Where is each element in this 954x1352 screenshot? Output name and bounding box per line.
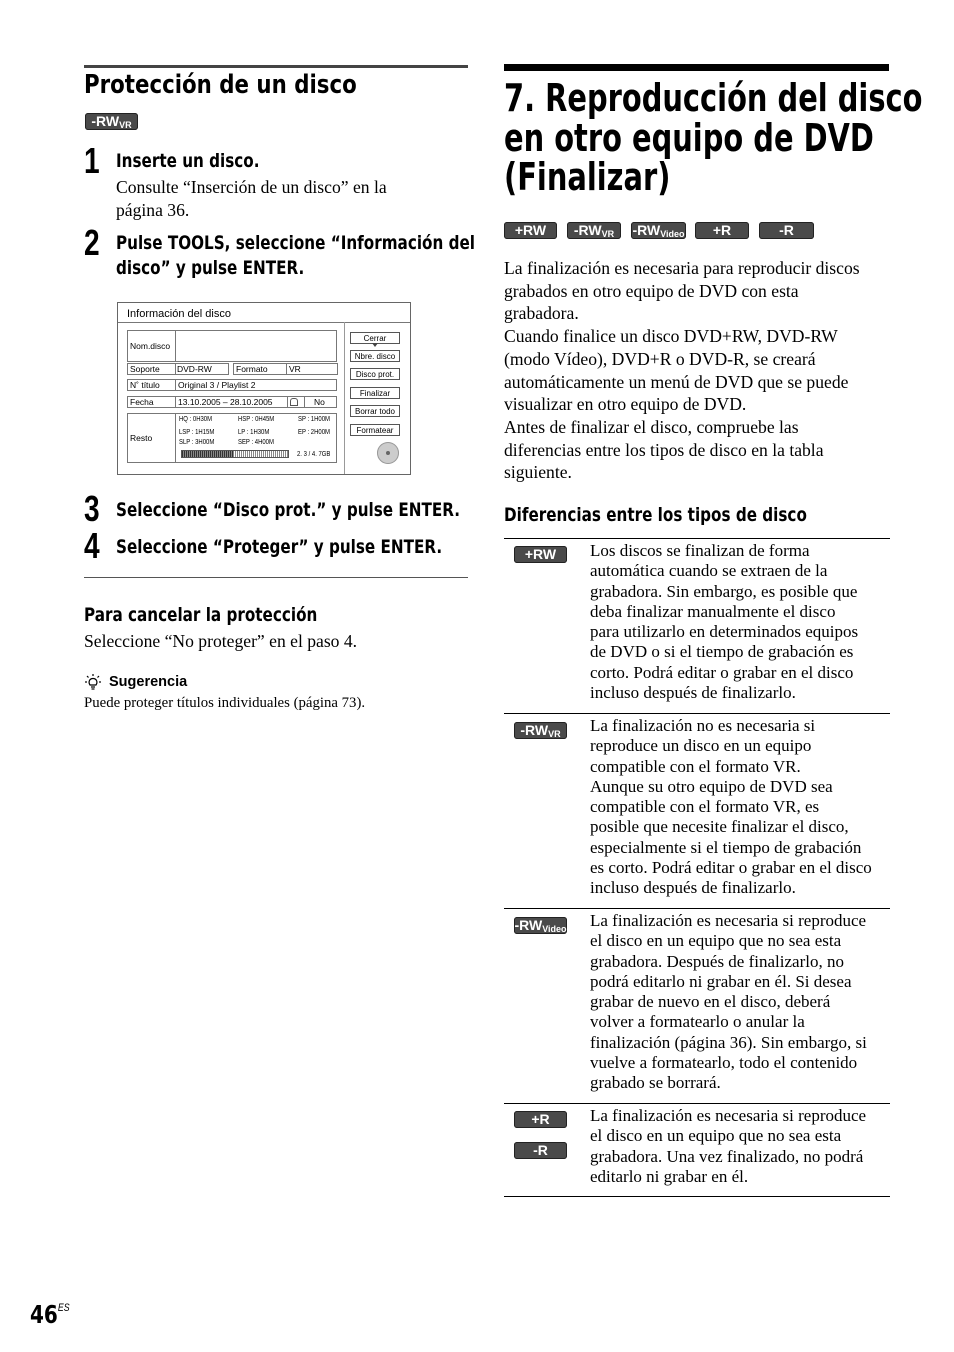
- resto-field: Resto: [127, 413, 337, 463]
- resto-hq: HQ : 0H30M: [179, 416, 213, 423]
- step-1-body: Consulte “Inserción de un disco” en la página 36.: [116, 177, 387, 220]
- badge-minus-r: -R: [759, 222, 814, 239]
- lock-icon: [290, 398, 298, 406]
- chapter-top-rule: [504, 64, 889, 71]
- row4-text: La finalización es necesaria si reproduce el disco en un equipo que no sea esta grabadora. Una vez finalizado, no podrá editarlo ni grabar en él.: [590, 1106, 867, 1186]
- cancel-body: Seleccione “No proteger” en el paso 4.: [84, 631, 358, 651]
- section-title: Protección de un disco: [84, 70, 357, 100]
- chapter-title-line2: en otro equipo de DVD: [504, 116, 874, 160]
- resto-slp: SLP : 3H00M: [179, 439, 215, 446]
- section-top-rule: [84, 65, 468, 68]
- resto-ep: EP : 2H00M: [298, 429, 330, 436]
- row4-badge-minus-r: -R: [514, 1142, 567, 1159]
- lightbulb-icon: [84, 673, 102, 691]
- row1-text: Los discos se finalizan de forma automática cuando se extraen de la grabadora. Sin embargo, es posible que deba finalizar manualmente el disco para utilizarlo en determinados equipos de DVD o si el tiempo de grabación es corto. Podrá editar o grabar en el disco incluso después de finalizarlo.: [590, 541, 859, 703]
- fecha-field: Fecha 13.10.2005 – 28.10.2005 No: [127, 396, 337, 408]
- chapter-title-line3: (Finalizar): [504, 155, 671, 199]
- chevron-down-icon: [372, 343, 378, 347]
- row2-text: La finalización no es necesaria si reproduce un disco en un equipo compatible con el formato VR. Aunque su otro equipo de DVD sea compatible con el formato VR, es posible que necesite finalizar el disco, especialmente si el tiempo de grabación es corto. Podrá editar o grabar en el disco incluso después de finalizarlo.: [590, 716, 872, 898]
- table-heading: Diferencias entre los tipos de disco: [504, 504, 807, 526]
- badge-rw-vr: $-RW_{VR}$: [85, 113, 138, 130]
- step-1-number: 1: [84, 140, 100, 181]
- badge-plus-r: +R: [695, 222, 749, 239]
- tip-body: Puede proteger títulos individuales (página 73).: [84, 695, 366, 711]
- resto-hsp: HSP : 0H45M: [238, 416, 275, 423]
- finalize-button[interactable]: Finalizar: [350, 387, 400, 399]
- cancel-heading: Para cancelar la protección: [84, 604, 318, 626]
- titulo-field: N˚ título Original 3 / Playlist 2: [127, 379, 337, 391]
- page-number: $46^{ES}$: [30, 1300, 70, 1329]
- step-3-number: 3: [84, 488, 100, 529]
- divider: [84, 577, 468, 578]
- formato-field: Formato VR: [233, 363, 338, 375]
- row4-badge-plus-r: +R: [514, 1111, 567, 1128]
- step-4-title: Seleccione “Proteger” y pulse ENTER.: [116, 536, 443, 558]
- chapter-title-line1: 7. Reproducción del disco: [504, 76, 923, 120]
- step-2-title-line1: Pulse TOOLS, seleccione “Información del: [116, 232, 475, 254]
- resto-sp: SP : 1H00M: [298, 416, 330, 423]
- disc-icon: [377, 442, 399, 464]
- soporte-field: Soporte DVD-RW: [127, 363, 229, 375]
- tip-label: Sugerencia: [109, 674, 188, 690]
- step-2-number: 2: [84, 222, 100, 263]
- capacity-text: 2. 3 / 4. 7GB: [297, 451, 331, 458]
- row1-badge: +RW: [514, 546, 567, 563]
- disc-protect-button[interactable]: Disco prot.: [350, 368, 400, 380]
- intro-paragraph: La finalización es necesaria para reproducir discos grabados en otro equipo de DVD con esta grabadora. Cuando finalice un disco DVD+RW, DVD-RW (modo Vídeo), DVD+R o DVD-R, se creará automáticamente un menú de DVD que se puede visualizar en otro equipo de DVD. Antes de finalizar el disco, compruebe las diferencias entre los tipos de disco en la tabla siguiente.: [504, 258, 860, 483]
- table-rule-top: [504, 538, 890, 539]
- resto-lp: LP : 1H30M: [238, 429, 270, 436]
- disc-info-dialog: [117, 302, 411, 475]
- step-3-title: Seleccione “Disco prot.” y pulse ENTER.: [116, 499, 460, 521]
- step-1-title: Inserte un disco.: [116, 150, 260, 172]
- capacity-bar: [181, 450, 289, 458]
- table-rule-bottom: [504, 1196, 890, 1197]
- resto-sep: SEP : 4H00M: [238, 439, 274, 446]
- resto-lsp: LSP : 1H15M: [179, 429, 215, 436]
- disc-name-field: Nom.disco: [127, 330, 337, 362]
- badge-minus-rw-video: $-RW_{Video}$: [632, 222, 685, 239]
- table-rule-2: [504, 713, 890, 714]
- row3-text: La finalización es necesaria si reproduce el disco en un equipo que no sea esta grabadora. Después de finalizarlo, no podrá editarlo ni grabar en él. Si desea grabar de nuevo en el disco, deberá volver a formatearlo o anular la finalización (página 36). Sin embargo, si vuelve a formatearlo, todo el contenido grabado se borrará.: [590, 911, 867, 1093]
- disc-name-button[interactable]: Nbre. disco: [350, 350, 400, 362]
- erase-all-button[interactable]: Borrar todo: [350, 405, 400, 417]
- table-rule-3: [504, 908, 890, 909]
- step-4-number: 4: [84, 525, 100, 566]
- capacity-bar-fill: [182, 451, 234, 457]
- badge-plus-rw: +RW: [504, 222, 557, 239]
- row3-badge: $-RW_{Video}$: [514, 917, 567, 934]
- badge-minus-rw-vr: $-RW_{VR}$: [567, 222, 621, 239]
- step-2-title-line2: disco” y pulse ENTER.: [116, 257, 305, 279]
- row2-badge: $-RW_{VR}$: [514, 722, 567, 739]
- close-button[interactable]: Cerrar: [350, 332, 400, 344]
- format-button[interactable]: Formatear: [350, 424, 400, 436]
- dialog-title: Información del disco: [127, 308, 231, 320]
- table-rule-4: [504, 1103, 890, 1104]
